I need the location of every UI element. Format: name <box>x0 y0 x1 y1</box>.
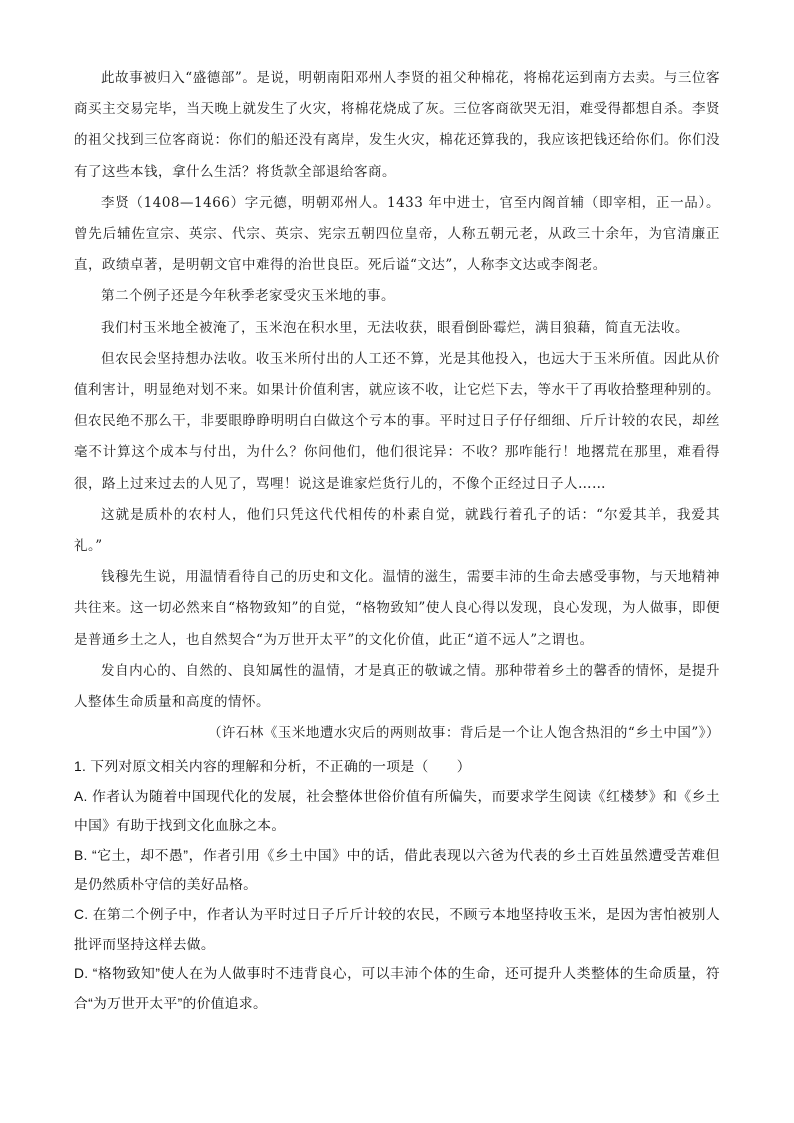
question-stem: 1. 下列对原文相关内容的理解和分析，不正确的一项是（ ） <box>74 759 471 774</box>
question-block <box>74 752 720 1018</box>
passage-paragraph: 第二个例子还是今年秋季老家受灾玉米地的事。 <box>101 288 395 305</box>
passage-paragraph: 发自内心的、自然的、良知属性的温情，才是真正的敬诚之情。那种带着乡土的馨香的情怀，是提升人整体生命质量和高度的情怀。 <box>74 662 720 711</box>
reading-passage <box>74 63 720 749</box>
passage-paragraph: 但农民会坚持想办法收。收玉米所付出的人工还不算，光是其他投入，也远大于玉米所值。因此从价值利害计，明显绝对划不来。如果计价值利害，就应该不收，让它烂下去，等水干了再收拾整理种别的。但农民绝不那么干，非要眼睁睁明明白白做这个亏本的事。平时过日子仔仔细细、斤斤计较的农民，却丝毫不计算这个成本与付出，为什么？你问他们，他们很诧异：不收？那咋能行！地撂荒在那里，难看得很，路上过来过去的人见了，骂哩！说这是谁家烂货行儿的，不像个正经过日子人…… <box>74 350 720 492</box>
option-b: B. “它土，却不愚”，作者引用《乡土中国》中的话，借此表现以六爸为代表的乡土百姓虽然遭受苦难但是仍然质朴守信的美好品格。 <box>74 847 720 893</box>
passage-paragraph: 这就是质朴的农村人，他们只凭这代代相传的朴素自觉，就践行着孔子的话：“尔爱其羊，我爱其礼。” <box>74 506 720 555</box>
passage-paragraph: 李贤（1408—1466）字元德，明朝邓州人。1433 年中进士，官至内阁首辅（即宰相，正一品）。曾先后辅佐宣宗、英宗、代宗、英宗、宪宗五朝四位皇帝，人称五朝元老，从政三十余年，为官清廉正直，政绩卓著，是明朝文官中难得的治世良臣。死后谥“文达”，人称李文达或李阁老。 <box>74 194 720 274</box>
passage-source: （许石林《玉米地遭水灾后的两则故事：背后是一个让人饱含热泪的“乡土中国”》） <box>207 725 720 742</box>
option-d: D. “格物致知”使人在为人做事时不违背良心，可以丰沛个体的生命，还可提升人类整体的生命质量，符合“为万世开太平”的价值追求。 <box>74 966 720 1011</box>
option-c: C. 在第二个例子中，作者认为平时过日子斤斤计较的农民，不顾亏本地坚持收玉米，是因为害怕被别人批评而坚持这样去做。 <box>74 906 720 952</box>
option-a: A. 作者认为随着中国现代化的发展，社会整体世俗价值有所偏失，而要求学生阅读《红楼梦》和《乡土中国》有助于找到文化血脉之本。 <box>74 788 720 834</box>
passage-paragraph: 我们村玉米地全被淹了，玉米泡在积水里，无法收获，眼看倒卧霉烂，满目狼藉，简直无法收。 <box>101 319 689 336</box>
passage-paragraph: 此故事被归入“盛德部”。是说，明朝南阳邓州人李贤的祖父种棉花，将棉花运到南方去卖。与三位客商买主交易完毕，当天晚上就发生了火灾，将棉花烧成了灰。三位客商欲哭无泪，难受得都想自杀。李贤的祖父找到三位客商说：你们的船还没有离岸，发生火灾，棉花还算我的，我应该把钱还给你们。你们没有了这些本钱，拿什么生活？将货款全部退给客商。 <box>74 70 720 180</box>
passage-paragraph: 钱穆先生说，用温情看待自己的历史和文化。温情的滋生，需要丰沛的生命去感受事物，与天地精神共往来。这一切必然来自“格物致知”的自觉，“格物致知”使人良心得以发现，良心发现，为人做事，即便是普通乡土之人，也自然契合“为万世开太平”的文化价值，此正“道不远人”之谓也。 <box>74 569 720 648</box>
